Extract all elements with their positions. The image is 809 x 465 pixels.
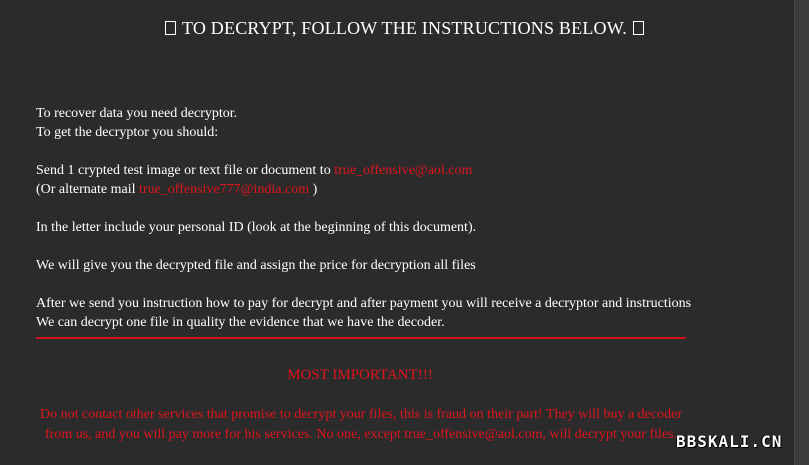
- warning-text: Do not contact other services that promise to decrypt your files, this is fraud on their part! They will buy a decoder from us, and you will pay more for his services. No one, except true_offensive@aol.com, will decrypt your files.: [39, 407, 682, 442]
- placeholder-glyph-icon: [165, 21, 176, 35]
- window-right-edge: [794, 0, 809, 465]
- send-file-text: Send 1 crypted test image or text file or document to: [36, 163, 335, 178]
- alternate-mail-line: [36, 180, 696, 199]
- watermark: BBSKALI.CN: [676, 432, 783, 451]
- important-heading: MOST IMPORTANT!!!: [287, 367, 433, 383]
- instruction-line: To get the decryptor you should:: [36, 125, 219, 140]
- send-file-line: [36, 161, 696, 180]
- personal-id-line: In the letter include your personal ID (look at the beginning of this document).: [36, 220, 477, 235]
- decrypted-file-line: We will give you the decrypted file and assign the price for decryption all files: [36, 258, 476, 273]
- section-divider: [36, 337, 686, 339]
- alternate-mail-prefix: (Or alternate mail: [36, 182, 140, 197]
- placeholder-glyph-icon: [633, 21, 644, 35]
- instructions-body: [36, 104, 696, 332]
- instruction-line: To recover data you need decryptor.: [36, 106, 238, 121]
- alternate-mail-suffix: ): [309, 182, 318, 197]
- payment-instructions: After we send you instruction how to pay for decrypt and after payment you will receive a decryptor and instructions We can decrypt one file in quality the evidence that we have the decoder.: [36, 296, 692, 330]
- page-title: [0, 18, 809, 39]
- alternate-email-link[interactable]: true_offensive777@india.com: [139, 182, 310, 197]
- page-title-text: TO DECRYPT, FOLLOW THE INSTRUCTIONS BELOW.: [182, 18, 627, 38]
- primary-email-link[interactable]: true_offensive@aol.com: [334, 163, 473, 178]
